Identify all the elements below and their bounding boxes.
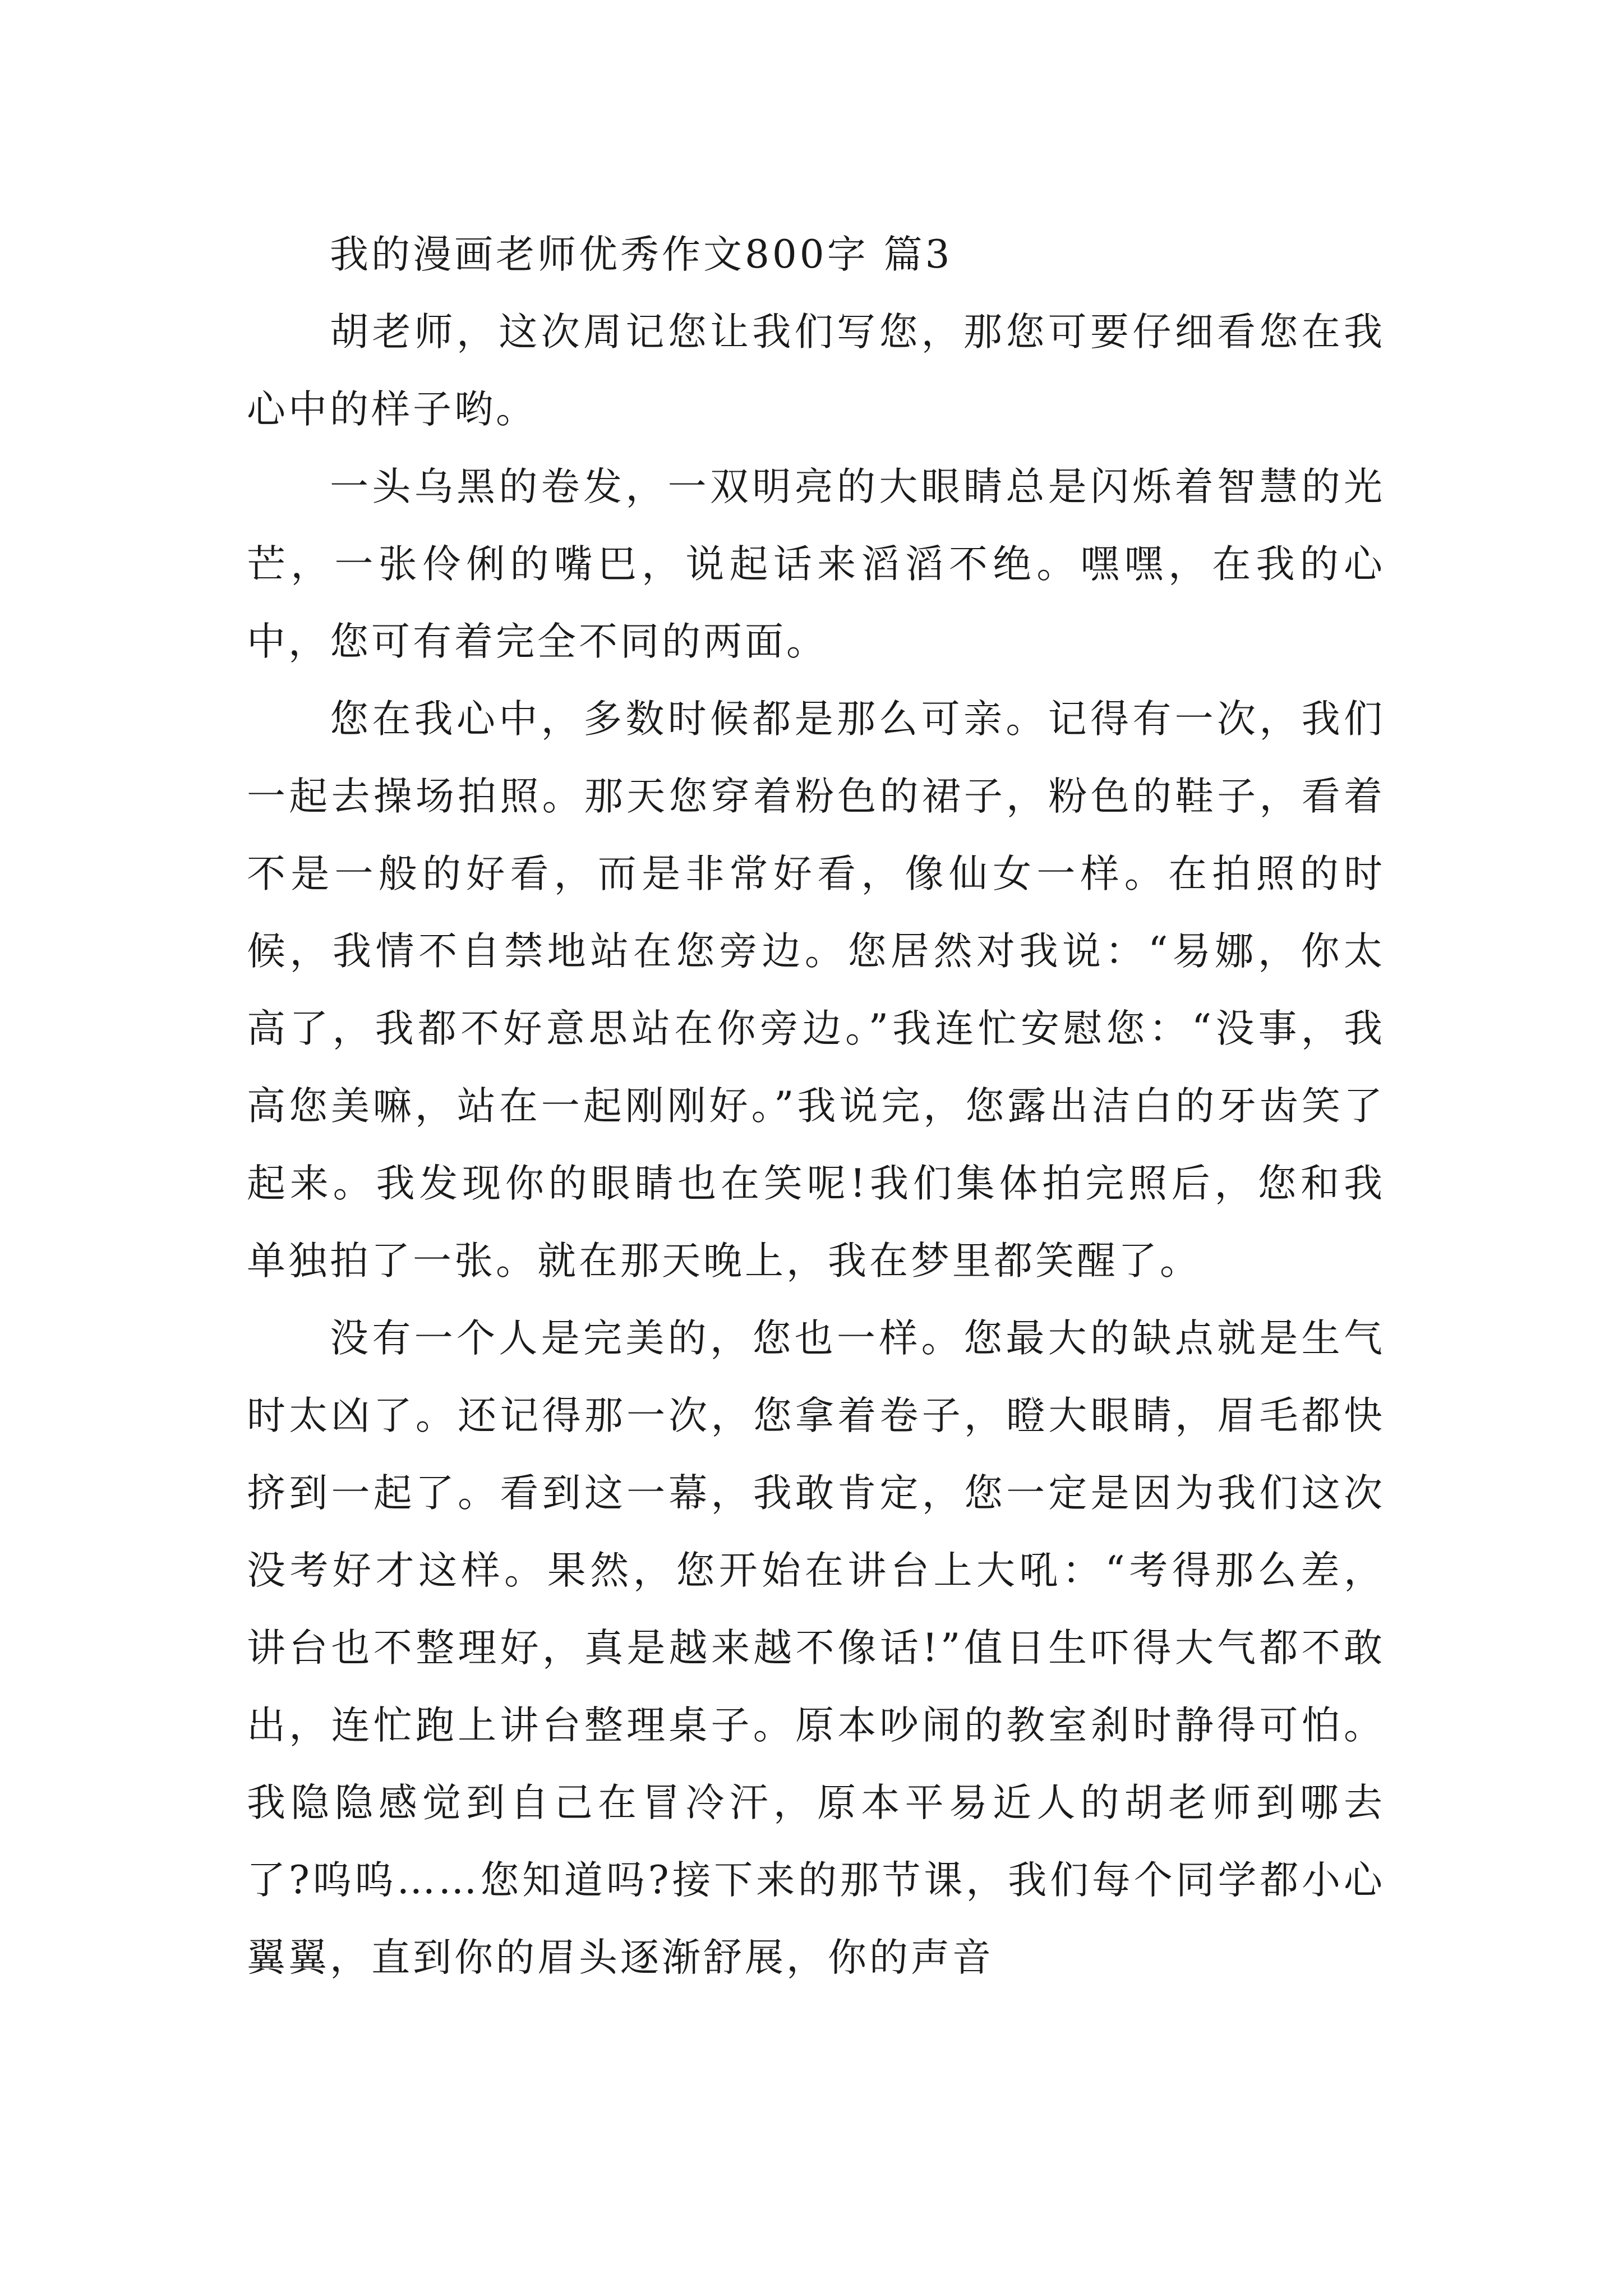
document-title: 我的漫画老师优秀作文800字 篇3 (330, 232, 953, 277)
paragraph-1: 胡老师，这次周记您让我们写您，那您可要仔细看您在我心中的样子哟。 (247, 310, 1385, 432)
paragraph-4: 没有一个人是完美的，您也一样。您最大的缺点就是生气时太凶了。还记得那一次，您拿着卷子，瞪大眼睛，眉毛都快挤到一起了。看到这一幕，我敢肯定，您一定是因为我们这次没考好才这样。果然，您开始在讲台上大吼：“考得那么差，讲台也不整理好，真是越来越不像话!”值日生吓得大气都不敢出，连忙跑上讲台整理桌子。原本吵闹的教室刹时静得可怕。我隐隐感觉到自己在冒冷汗，原本平易近人的胡老师到哪去了?呜呜……您知道吗?接下来的那节课，我们每个同学都小心翼翼，直到你的眉头逐渐舒展，你的声音 (247, 1316, 1385, 1980)
paragraph-3: 您在我心中，多数时候都是那么可亲。记得有一次，我们一起去操场拍照。那天您穿着粉色的裙子，粉色的鞋子，看着不是一般的好看，而是非常好看，像仙女一样。在拍照的时候，我情不自禁地站在您旁边。您居然对我说：“易娜，你太高了，我都不好意思站在你旁边。”我连忙安慰您：“没事，我高您美嘛，站在一起刚刚好。”我说完，您露出洁白的牙齿笑了起来。我发现你的眼睛也在笑呢!我们集体拍完照后，您和我单独拍了一张。就在那天晚上，我在梦里都笑醒了。 (247, 697, 1385, 1283)
paragraph-2: 一头乌黑的卷发，一双明亮的大眼睛总是闪烁着智慧的光芒，一张伶俐的嘴巴，说起话来滔滔不绝。嘿嘿，在我的心中，您可有着完全不同的两面。 (247, 464, 1385, 664)
document-body (247, 216, 1385, 1996)
